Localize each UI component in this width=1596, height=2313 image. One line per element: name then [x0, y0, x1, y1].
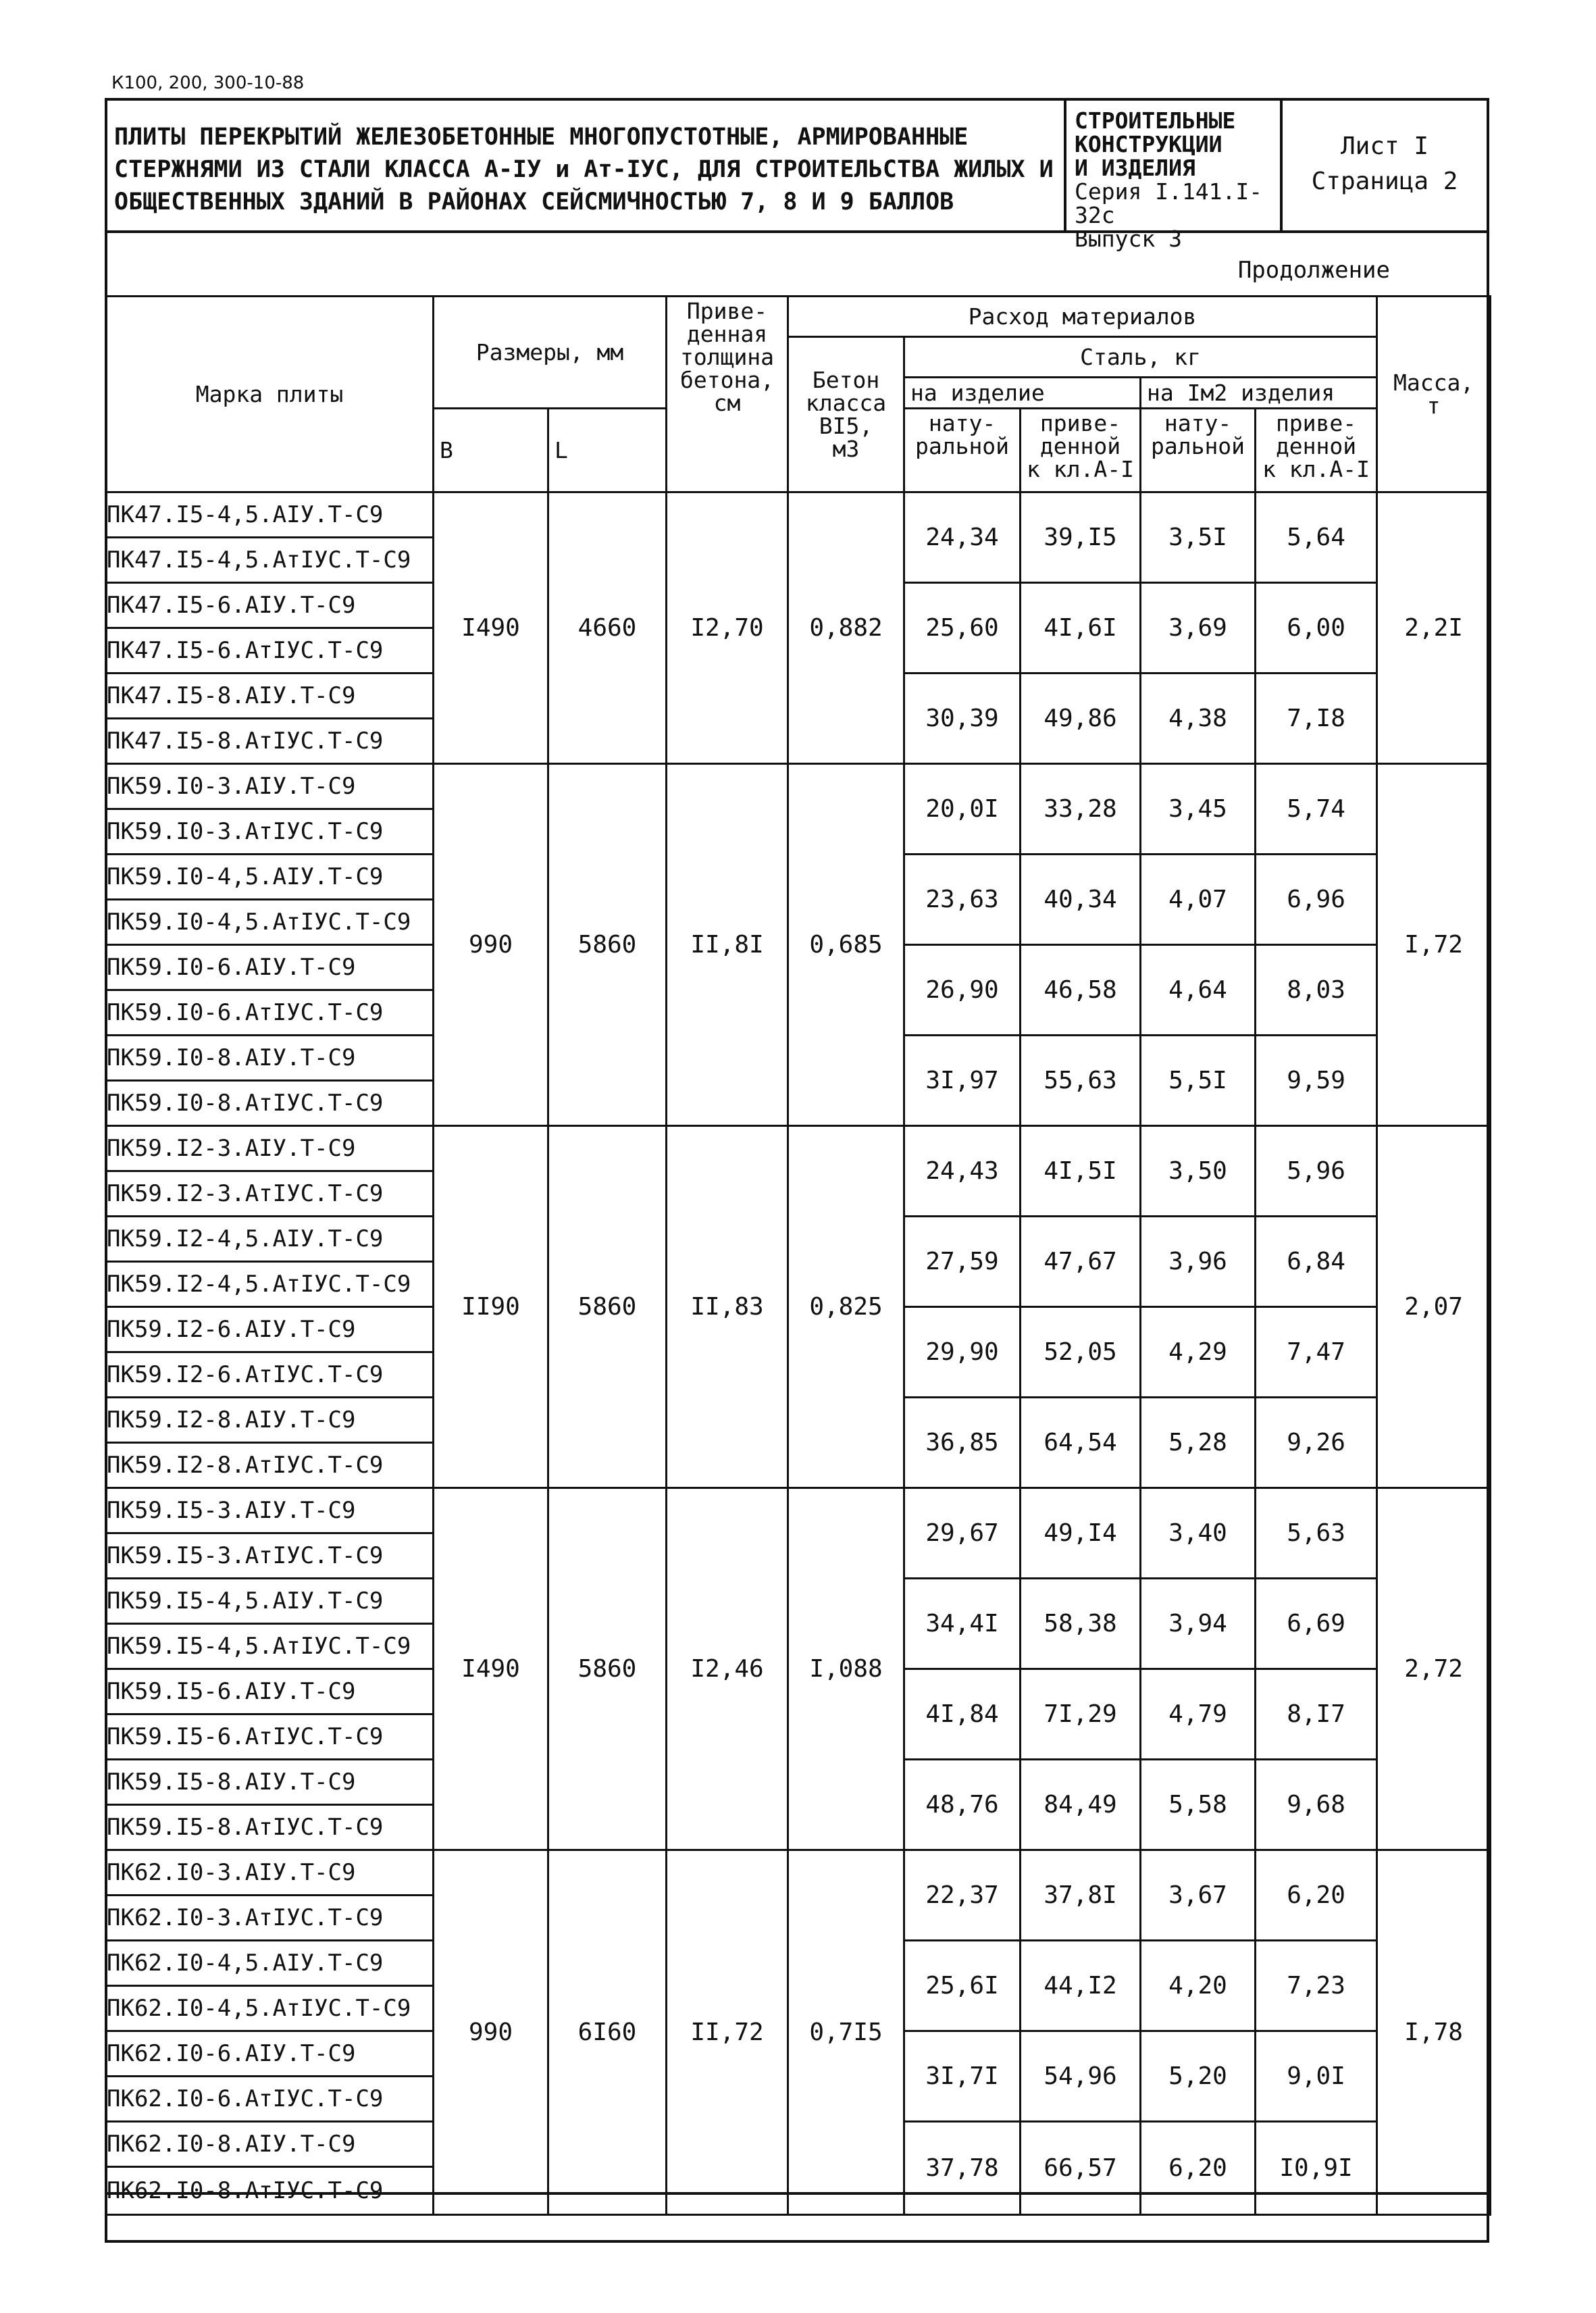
col-per-item-header: на изделие: [904, 378, 1141, 409]
size-b: I490: [434, 492, 548, 764]
steel-item-reduced: 37,8I: [1021, 1850, 1141, 1941]
col-steel-header: Сталь, кг: [904, 337, 1377, 378]
size-l: 6I60: [548, 1850, 667, 2215]
col-thickness-header: Приве- денная толщина бетона, см: [667, 297, 788, 492]
slab-mark: ПК62.I0-6.АтIУС.Т-С9: [106, 2077, 434, 2122]
steel-item-reduced: 55,63: [1021, 1036, 1141, 1126]
table-row: [106, 1850, 1491, 1896]
steel-item-natural: 48,76: [904, 1760, 1021, 1850]
mass: I,72: [1377, 764, 1491, 1126]
steel-m2-reduced: 5,64: [1256, 492, 1377, 583]
steel-m2-reduced: 6,00: [1256, 583, 1377, 673]
steel-item-reduced: 58,38: [1021, 1579, 1141, 1669]
thickness: II,72: [667, 1850, 788, 2215]
steel-m2-reduced: 5,96: [1256, 1126, 1377, 1217]
table-row: [106, 492, 1491, 538]
steel-m2-reduced: 9,0I: [1256, 2031, 1377, 2122]
steel-m2-reduced: 5,63: [1256, 1488, 1377, 1579]
steel-item-reduced: 49,86: [1021, 673, 1141, 764]
col-mark-header: Марка плиты: [106, 297, 434, 492]
slab-mark: ПК59.I2-3.АтIУС.Т-С9: [106, 1171, 434, 1217]
steel-item-reduced: 66,57: [1021, 2122, 1141, 2215]
steel-m2-natural: 4,64: [1141, 945, 1256, 1036]
steel-item-reduced: 40,34: [1021, 855, 1141, 945]
concrete-volume: 0,882: [788, 492, 904, 764]
steel-m2-reduced: 9,59: [1256, 1036, 1377, 1126]
slab-mark: ПК62.I0-8.АтIУС.Т-С9: [106, 2167, 434, 2215]
slab-mark: ПК59.I2-4,5.АIУ.Т-С9: [106, 1217, 434, 1262]
steel-m2-natural: 3,45: [1141, 764, 1256, 855]
slab-mark: ПК59.I2-6.АтIУС.Т-С9: [106, 1352, 434, 1398]
slab-mark: ПК59.I5-3.АIУ.Т-С9: [106, 1488, 434, 1533]
size-l: 5860: [548, 1488, 667, 1850]
steel-m2-reduced: 7,47: [1256, 1307, 1377, 1398]
size-l: 5860: [548, 1126, 667, 1488]
slab-mark: ПК62.I0-6.АIУ.Т-С9: [106, 2031, 434, 2077]
footer-strip: [105, 2192, 1489, 2243]
steel-m2-natural: 3,40: [1141, 1488, 1256, 1579]
steel-m2-reduced: 7,23: [1256, 1941, 1377, 2031]
steel-m2-reduced: 7,I8: [1256, 673, 1377, 764]
steel-m2-natural: 4,29: [1141, 1307, 1256, 1398]
mass: 2,07: [1377, 1126, 1491, 1488]
thickness: I2,70: [667, 492, 788, 764]
slab-mark: ПК62.I0-3.АтIУС.Т-С9: [106, 1896, 434, 1941]
steel-item-natural: 4I,84: [904, 1669, 1021, 1760]
slab-mark: ПК59.I0-3.АтIУС.Т-С9: [106, 809, 434, 855]
steel-item-natural: 22,37: [904, 1850, 1021, 1941]
steel-item-reduced: 4I,6I: [1021, 583, 1141, 673]
steel-m2-reduced: 5,74: [1256, 764, 1377, 855]
concrete-volume: 0,685: [788, 764, 904, 1126]
slab-mark: ПК59.I0-4,5.АIУ.Т-С9: [106, 855, 434, 900]
col-b-header: В: [434, 409, 548, 492]
slab-mark: ПК59.I5-6.АIУ.Т-С9: [106, 1669, 434, 1714]
slab-mark: ПК47.I5-4,5.АIУ.Т-С9: [106, 492, 434, 538]
concrete-volume: 0,825: [788, 1126, 904, 1488]
steel-item-reduced: 54,96: [1021, 2031, 1141, 2122]
slab-mark: ПК59.I2-3.АIУ.Т-С9: [106, 1126, 434, 1171]
size-b: I490: [434, 1488, 548, 1850]
size-b: II90: [434, 1126, 548, 1488]
steel-item-natural: 26,90: [904, 945, 1021, 1036]
steel-item-natural: 3I,97: [904, 1036, 1021, 1126]
steel-m2-natural: 4,07: [1141, 855, 1256, 945]
steel-item-natural: 24,34: [904, 492, 1021, 583]
title-block: [105, 98, 1489, 252]
steel-m2-natural: 5,28: [1141, 1398, 1256, 1488]
slab-mark: ПК59.I0-3.АIУ.Т-С9: [106, 764, 434, 809]
slab-mark: ПК59.I0-4,5.АтIУС.Т-С9: [106, 900, 434, 945]
steel-item-reduced: 84,49: [1021, 1760, 1141, 1850]
document-code: К100, 200, 300-10-88: [111, 73, 305, 93]
page-label: Страница 2: [1311, 168, 1458, 195]
steel-item-reduced: 49,I4: [1021, 1488, 1141, 1579]
slab-mark: ПК47.I5-6.АIУ.Т-С9: [106, 583, 434, 628]
thickness: II,83: [667, 1126, 788, 1488]
steel-m2-reduced: 9,26: [1256, 1398, 1377, 1488]
size-b: 990: [434, 764, 548, 1126]
mass: 2,72: [1377, 1488, 1491, 1850]
steel-m2-reduced: 8,I7: [1256, 1669, 1377, 1760]
steel-m2-natural: 5,58: [1141, 1760, 1256, 1850]
steel-m2-natural: 5,5I: [1141, 1036, 1256, 1126]
col-mass-header: Масса, т: [1377, 297, 1491, 492]
col-consumption-header: Расход материалов: [788, 297, 1377, 337]
mass: I,78: [1377, 1850, 1491, 2215]
continued-label: Продолжение: [1237, 257, 1390, 284]
col-item-natural-header: нату- ральной: [904, 409, 1021, 492]
size-l: 4660: [548, 492, 667, 764]
steel-m2-reduced: 9,68: [1256, 1760, 1377, 1850]
col-per-m2-header: на Iм2 изделия: [1141, 378, 1377, 409]
mass: 2,2I: [1377, 492, 1491, 764]
table-row: [106, 764, 1491, 809]
sheet-block: [1283, 101, 1487, 230]
steel-item-natural: 27,59: [904, 1217, 1021, 1307]
slab-mark: ПК62.I0-3.АIУ.Т-С9: [106, 1850, 434, 1896]
slab-mark: ПК47.I5-8.АIУ.Т-С9: [106, 673, 434, 719]
steel-item-reduced: 4I,5I: [1021, 1126, 1141, 1217]
steel-item-reduced: 47,67: [1021, 1217, 1141, 1307]
steel-item-natural: 29,90: [904, 1307, 1021, 1398]
slab-mark: ПК47.I5-4,5.АтIУС.Т-С9: [106, 538, 434, 583]
steel-m2-natural: 3,5I: [1141, 492, 1256, 583]
concrete-volume: 0,7I5: [788, 1850, 904, 2215]
slab-mark: ПК47.I5-6.АтIУС.Т-С9: [106, 628, 434, 673]
steel-item-reduced: 52,05: [1021, 1307, 1141, 1398]
slab-mark: ПК59.I5-6.АтIУС.Т-С9: [106, 1714, 434, 1760]
issue-label: Выпуск 3: [1075, 226, 1182, 252]
steel-item-natural: 25,6I: [904, 1941, 1021, 2031]
slab-mark: ПК59.I2-4,5.АтIУС.Т-С9: [106, 1262, 434, 1307]
steel-item-natural: 3I,7I: [904, 2031, 1021, 2122]
steel-item-natural: 36,85: [904, 1398, 1021, 1488]
steel-item-reduced: 7I,29: [1021, 1669, 1141, 1760]
slab-mark: ПК59.I2-8.АIУ.Т-С9: [106, 1398, 434, 1443]
steel-item-natural: 37,78: [904, 2122, 1021, 2215]
steel-m2-reduced: 6,69: [1256, 1579, 1377, 1669]
series-block: [1066, 101, 1283, 252]
slab-mark: ПК62.I0-4,5.АтIУС.Т-С9: [106, 1986, 434, 2031]
steel-m2-reduced: 6,96: [1256, 855, 1377, 945]
table-row: [106, 1488, 1491, 1533]
document-title: ПЛИТЫ ПЕРЕКРЫТИЙ ЖЕЛЕЗОБЕТОННЫЕ МНОГОПУСТОТНЫЕ, АРМИРОВАННЫЕ СТЕРЖНЯМИ ИЗ СТАЛИ КЛАССА А-IУ и Ат-IУС, ДЛЯ СТРОИТЕЛЬСТВА ЖИЛЫХ И ОБЩЕСТВЕННЫХ ЗДАНИЙ В РАЙОНАХ СЕЙСМИЧНОСТЬЮ 7, 8 И 9 БАЛЛОВ: [107, 101, 1066, 230]
steel-item-natural: 29,67: [904, 1488, 1021, 1579]
thickness: I2,46: [667, 1488, 788, 1850]
steel-item-reduced: 39,I5: [1021, 492, 1141, 583]
steel-m2-reduced: I0,9I: [1256, 2122, 1377, 2215]
slab-mark: ПК62.I0-8.АIУ.Т-С9: [106, 2122, 434, 2167]
steel-m2-natural: 4,79: [1141, 1669, 1256, 1760]
series-label: Серия I.141.I-32с: [1075, 178, 1263, 228]
col-concrete-header: Бетон класса ВI5, м3: [788, 337, 904, 492]
col-m2-reduced-header: приве- денной к кл.А-I: [1256, 409, 1377, 492]
size-l: 5860: [548, 764, 667, 1126]
steel-m2-natural: 3,69: [1141, 583, 1256, 673]
thickness: II,8I: [667, 764, 788, 1126]
slab-mark: ПК59.I0-6.АтIУС.Т-С9: [106, 990, 434, 1036]
table-row: [106, 1126, 1491, 1171]
slab-mark: ПК59.I2-8.АтIУС.Т-С9: [106, 1443, 434, 1488]
slab-mark: ПК59.I2-6.АIУ.Т-С9: [106, 1307, 434, 1352]
steel-item-natural: 23,63: [904, 855, 1021, 945]
col-item-reduced-header: приве- денной к кл.А-I: [1021, 409, 1141, 492]
steel-m2-natural: 4,20: [1141, 1941, 1256, 2031]
steel-item-natural: 20,0I: [904, 764, 1021, 855]
steel-m2-reduced: 8,03: [1256, 945, 1377, 1036]
slab-mark: ПК59.I5-3.АтIУС.Т-С9: [106, 1533, 434, 1579]
slab-mark: ПК59.I5-8.АIУ.Т-С9: [106, 1760, 434, 1805]
steel-m2-reduced: 6,20: [1256, 1850, 1377, 1941]
size-b: 990: [434, 1850, 548, 2215]
slab-mark: ПК59.I5-4,5.АIУ.Т-С9: [106, 1579, 434, 1624]
steel-item-reduced: 46,58: [1021, 945, 1141, 1036]
slab-table: [105, 295, 1491, 2216]
steel-m2-natural: 5,20: [1141, 2031, 1256, 2122]
slab-mark: ПК59.I0-8.АIУ.Т-С9: [106, 1036, 434, 1081]
steel-item-reduced: 33,28: [1021, 764, 1141, 855]
steel-item-natural: 25,60: [904, 583, 1021, 673]
steel-item-natural: 34,4I: [904, 1579, 1021, 1669]
slab-mark: ПК62.I0-4,5.АIУ.Т-С9: [106, 1941, 434, 1986]
slab-mark: ПК59.I0-8.АтIУС.Т-С9: [106, 1081, 434, 1126]
col-sizes-header: Размеры, мм: [434, 297, 667, 409]
steel-m2-natural: 3,67: [1141, 1850, 1256, 1941]
slab-mark: ПК59.I5-4,5.АтIУС.Т-С9: [106, 1624, 434, 1669]
slab-mark: ПК47.I5-8.АтIУС.Т-С9: [106, 719, 434, 764]
col-l-header: L: [548, 409, 667, 492]
steel-item-natural: 30,39: [904, 673, 1021, 764]
concrete-volume: I,088: [788, 1488, 904, 1850]
steel-m2-natural: 3,96: [1141, 1217, 1256, 1307]
table-body: [106, 492, 1491, 2215]
steel-m2-reduced: 6,84: [1256, 1217, 1377, 1307]
slab-mark: ПК59.I5-8.АтIУС.Т-С9: [106, 1805, 434, 1850]
steel-item-natural: 24,43: [904, 1126, 1021, 1217]
steel-item-reduced: 44,I2: [1021, 1941, 1141, 2031]
steel-m2-natural: 3,94: [1141, 1579, 1256, 1669]
sheet-label: Лист I: [1340, 132, 1429, 160]
col-m2-natural-header: нату- ральной: [1141, 409, 1256, 492]
steel-m2-natural: 6,20: [1141, 2122, 1256, 2215]
steel-m2-natural: 4,38: [1141, 673, 1256, 764]
steel-item-reduced: 64,54: [1021, 1398, 1141, 1488]
category-label: СТРОИТЕЛЬНЫЕ КОНСТРУКЦИИ И ИЗДЕЛИЯ: [1075, 107, 1236, 181]
steel-m2-natural: 3,50: [1141, 1126, 1256, 1217]
slab-mark: ПК59.I0-6.АIУ.Т-С9: [106, 945, 434, 990]
